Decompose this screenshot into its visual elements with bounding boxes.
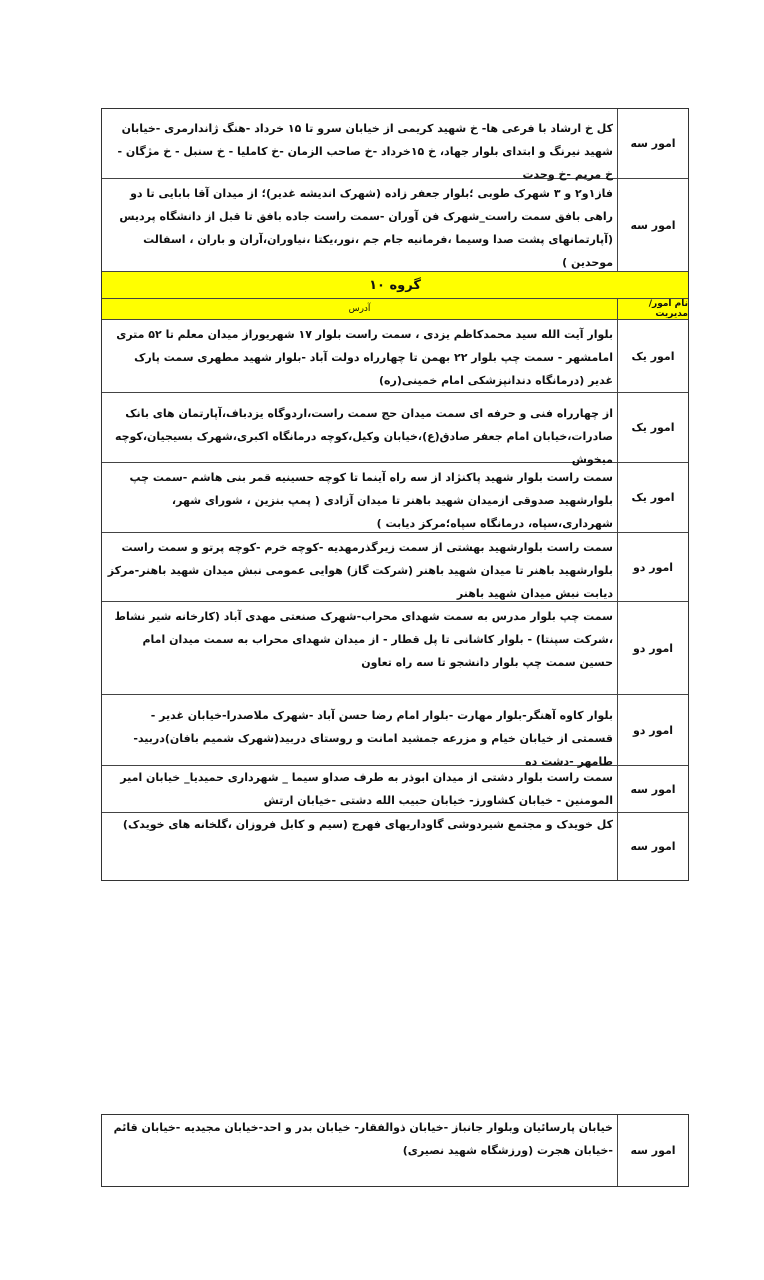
table-row [102, 109, 688, 181]
table-row [102, 765, 688, 812]
header-management: نام امور/مدیریت [617, 299, 688, 319]
table-row [102, 532, 688, 601]
management-cell: امور سه [617, 1115, 688, 1186]
address-cell: خیابان پارسائیان وبلوار جانباز -خیابان ذوالفقار- خیابان بدر و احد-خیابان مجیدیه -خیابان قائم -خیابان هجرت (ورزشگاه شهید نصیری) [113, 1121, 613, 1157]
management-cell: امور دو [617, 695, 688, 765]
address-cell: بلوار آیت الله سید محمدکاظم یزدی ، سمت راست بلوار ۱۷ شهریوراز میدان معلم تا ۵۲ متری امامشهر - سمت چپ بلوار ۲۲ بهمن تا چهارراه دولت آباد -بلوار شهید مطهری سمت پارک غدیر (درمانگاه دندانپزشکی امام خمینی(ره) [116, 328, 613, 387]
management-cell: امور سه [617, 109, 688, 178]
management-cell: امور یک [617, 320, 688, 392]
management-cell: امور سه [617, 766, 688, 812]
outage-table-top [101, 108, 689, 881]
address-cell: کل خویدک و مجتمع شیردوشی گاوداریهای فهرج (سیم و کابل فروزان ،گلخانه های خویدک) [122, 818, 613, 831]
management-cell: امور دو [617, 533, 688, 601]
address-cell: سمت چپ بلوار مدرس به سمت شهدای محراب-شهرک صنعتی مهدی آباد (کارخانه شیر نشاط ،شرکت سپنتا) - بلوار کاشانی تا پل قطار - از میدان شهدای محراب به سمت میدان امام حسین سمت چپ بلوار دانشجو تا سه راه تعاون [114, 610, 613, 669]
address-cell: فاز۱و۲ و ۳ شهرک طوبی ؛بلوار جعفر زاده (شهرک اندیشه غدیر)؛ از میدان آقا بابایی تا دو راهی بافق سمت راست_شهرک فن آوران -سمت راست جاده بافق تا قبل از دانشگاه پردیس (آپارتمانهای پشت صدا وسیما ،فرمانیه جام جم ،نور،یکتا ،نیاوران،آران و باران ، اسفالت موحدین ) [119, 187, 613, 269]
management-cell: امور سه [617, 179, 688, 271]
management-cell: امور یک [617, 463, 688, 532]
address-cell: بلوار کاوه آهنگر-بلوار مهارت -بلوار امام رضا حسن آباد -شهرک ملاصدرا-خیابان غدیر - قسمتی از خیابان خیام و مزرعه جمشید امانت و روستای دربید(شهرک شمیم بافان)دربید-طامهر -دشت ده [133, 709, 613, 768]
table-row [102, 319, 688, 392]
outage-table-bottom [101, 1114, 689, 1187]
table-row [102, 812, 688, 880]
address-cell: سمت راست بلوارشهید بهشتی از سمت زیرگذرمهدیه -کوچه خرم -کوچه پرتو و سمت راست بلوارشهید باهنر تا میدان شهید باهنر (شرکت گاز) هوایی عمومی نبش میدان شهید باهنر-مرکز دیابت نبش میدان شهید باهنر [107, 541, 613, 600]
address-cell: از چهارراه فنی و حرفه ای سمت میدان حج سمت راست،اردوگاه یزدباف،آپارتمان های بانک صادرات،خیابان امام جعفر صادق(ع)،خیابان وکیل،کوچه درمانگاه اکبری،شهرک بسیجیان،کوچه میخوش [114, 407, 613, 466]
management-cell: امور دو [617, 602, 688, 694]
management-cell: امور یک [617, 393, 688, 462]
table-row [102, 462, 688, 532]
address-cell: سمت راست بلوار دشتی از میدان ابوذر به طرف صداو سیما _ شهرداری حمیدیا_ خیابان امیر المومنین - خیابان کشاورز- خیابان حبیب الله دشتی -خیابان ارتش [120, 771, 613, 807]
table-row [102, 1115, 688, 1186]
table-row [102, 601, 688, 694]
table-header [102, 298, 688, 319]
table-row [102, 392, 688, 466]
table-row [102, 178, 688, 271]
address-cell: سمت راست بلوار شهید پاکنژاد از سه راه آینما تا کوچه حسینیه قمر بنی هاشم -سمت چپ بلوارشهید صدوقی ازمیدان شهید باهنر تا میدان آزادی ( پمپ بنزین ، شورای شهر، شهرداری،سپاه، درمانگاه سپاه؛مرکز دیابت ) [129, 471, 613, 530]
header-address: آدرس [348, 304, 371, 314]
group-title: گروه ۱۰ [102, 271, 688, 298]
table-row [102, 694, 688, 768]
management-cell: امور سه [617, 813, 688, 880]
address-cell: کل خ ارشاد با فرعی ها- خ شهید کریمی از خیابان سرو تا ۱۵ خرداد -هنگ ژاندارمری -خیابان شهید نیرنگ و ابتدای بلوار جهاد، خ ۱۵خرداد -خ صاحب الزمان -خ کاملیا - خ سنبل - خ مژگان - خ مریم -خ وحدت [117, 122, 613, 181]
